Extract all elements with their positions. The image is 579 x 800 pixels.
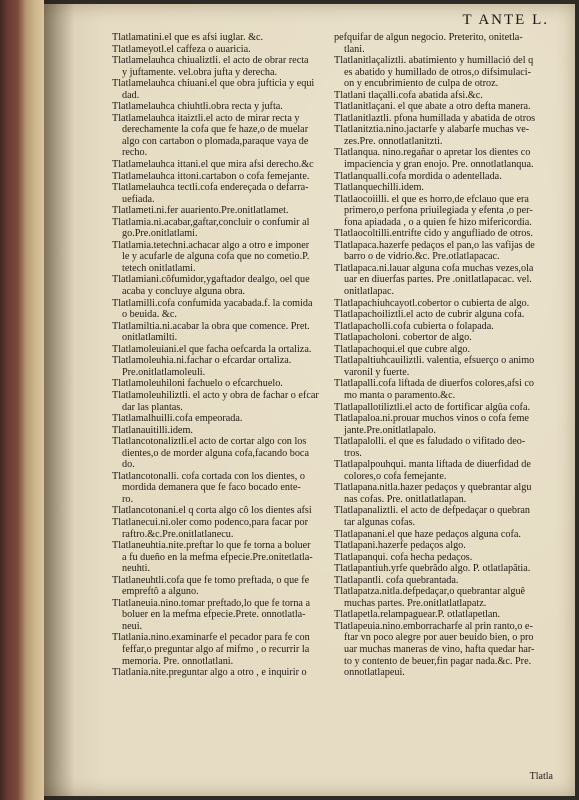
entry-line: Tlatlanecui.ni.oler como podenco,para facar por	[112, 516, 309, 528]
entry-line: Tlatlapanani.el que haze pedaços alguna cofa.	[334, 528, 521, 540]
dictionary-entry	[334, 182, 558, 194]
entry-line: y juftamente. vel.obra jufta y derecha.	[122, 66, 278, 78]
entry-line: Tlatlancotonaliztli.el acto de cortar algo con los	[112, 436, 307, 448]
entry-line: uar en diuerfas partes. Pre .onitlatlapacac. vel.	[344, 274, 532, 286]
dictionary-entry	[334, 298, 558, 310]
entry-line: fona apiadada , o a quien fe hizo mifericordia.	[344, 216, 532, 228]
entry-line: dad.	[122, 89, 140, 101]
entry-line: Tlatlamelauhca itaiztli.el acto de mirar recta y	[112, 112, 300, 124]
entry-line: Tlatlapani.hazerfe pedaços algo.	[334, 540, 466, 552]
dictionary-entry	[334, 413, 558, 436]
entry-line: algo con cartabon o plomada,paraque vaya de	[122, 135, 309, 147]
entry-line: Tlatlanitztia.nino.jactarfe y alabarfe muchas ve-	[334, 124, 530, 136]
dictionary-entry	[112, 540, 344, 575]
entry-line: Tlatlanitlaçaliztli. abatimiento y humillació del q	[334, 55, 534, 67]
entry-line: ftar vn poco alegre por auer beuido bien, o pro	[344, 632, 534, 644]
entry-line: recho.	[122, 147, 148, 159]
entry-line: Tlatlanitlaçani. el que abate a otro defta manera.	[334, 101, 531, 113]
entry-line: primero,o perfona priuilegiada y efenta ,o per-	[344, 205, 533, 217]
dictionary-entry	[334, 402, 558, 414]
entry-line: Tlatlapetla.relampaguear.P. otlatlapetlan.	[334, 609, 501, 621]
entry-line: Tlatlapantli. cofa quebrantada.	[334, 574, 459, 586]
entry-line: tros.	[344, 447, 362, 459]
entry-line: uar muchas maneras de vino, hafta quedar har-	[344, 643, 535, 655]
entry-line: Tlatlamelauhca tectli.cofa endereçada o defarra-	[112, 182, 309, 194]
entry-line: ro.	[122, 493, 134, 505]
dictionary-entry	[334, 482, 558, 505]
dictionary-entry	[112, 159, 344, 171]
entry-line: Tlatlapaltiuhcauiliztli. valentia, efsuerço o animo	[334, 355, 535, 367]
entry-line: Tlatlameti.ni.fer auariento.Pre.onitlatlamet.	[112, 205, 289, 217]
dictionary-entry	[334, 609, 558, 621]
entry-line: memoria. Pre. onnotlatlani.	[122, 655, 234, 667]
entry-line: Tlatlancotonani.el q corta algo cô los dientes afsi	[112, 505, 312, 517]
dictionary-entry	[112, 240, 344, 275]
entry-line: raftro.&c.Pre.onitlatlanecu.	[122, 528, 234, 540]
entry-line: a fu dueño en la mefma efpecie.Pre.onitetlatla-	[122, 551, 313, 563]
dictionary-entry	[112, 101, 344, 113]
entry-line: Tlatlaocoiilli. el que es horro,de efclauo que era	[334, 193, 529, 205]
dictionary-entry	[112, 171, 344, 183]
dictionary-entry	[112, 413, 344, 425]
entry-line: Tlatlapalpouhqui. manta liftada de diuerfidad de	[334, 459, 531, 471]
dictionary-entry	[112, 78, 344, 101]
dictionary-entry	[112, 55, 344, 78]
entry-line: Tlatlapatza.nitla.defpedaçar,o quebrantar alguê	[334, 586, 526, 598]
entry-line: Tlatlamia.tetechni.achacar algo a otro e imponer	[112, 239, 310, 251]
dictionary-entry	[112, 632, 344, 667]
dictionary-entry	[334, 55, 558, 90]
entry-line: Tlatlamia.ni.acabar,gaftar,concluir o confumir al	[112, 216, 310, 228]
entry-line: derechamente la cofa que fe haze,o de muelar	[122, 124, 309, 136]
dictionary-entry	[112, 321, 344, 344]
entry-line: feffar,o preguntar algo af mifmo , o recurrir la	[122, 643, 310, 655]
book-edge	[0, 0, 44, 800]
entry-line: Tlatlamiani.côfumidor,ygaftador dealgo, oel que	[112, 274, 310, 286]
entry-line: go.Pre.onitlatlami.	[122, 228, 198, 240]
entry-line: Tlatlaneuia.nino.tomar preftado,lo que fe torna a	[112, 597, 311, 609]
entry-line: tetech onitlatlami.	[122, 262, 196, 274]
entry-line: Tlatlameyotl.el caffeza o auaricia.	[112, 43, 251, 55]
dictionary-entry	[334, 378, 558, 401]
dictionary-entry	[334, 459, 558, 482]
entry-line: Tlatlanqualli.cofa mordida o adentellada.	[334, 170, 502, 182]
dictionary-entry	[334, 90, 558, 102]
entry-line: Tlatlapanqui. cofa hecha pedaços.	[334, 551, 473, 563]
entry-line: Tlatlamelauhca chiuhtli.obra recta y jufta.	[112, 101, 283, 113]
entry-line: jante.Pre.onitlatlapalo.	[344, 424, 436, 436]
dictionary-entry	[334, 563, 558, 575]
entry-line: mo manta o paramento.&c.	[344, 389, 456, 401]
entry-line: tar algunas cofas.	[344, 516, 415, 528]
entry-line: Pre.onitlatlamoleuli.	[122, 366, 206, 378]
entry-line: le y acufarle de alguna cofa que no cometio.P.	[122, 251, 310, 263]
page-edge-right	[575, 0, 579, 800]
dictionary-entry	[334, 505, 558, 528]
entry-line: Tlatlamilli.cofa confumida yacabada.f. la comida	[112, 297, 313, 309]
entry-line: Tlatlamoleuhiliztli. el acto y obra de fachar o efcar	[112, 389, 319, 401]
book-page	[44, 4, 575, 796]
dictionary-entry	[334, 228, 558, 240]
entry-line: colores,o cofa femejante.	[344, 470, 447, 482]
entry-line: dar las plantas.	[122, 401, 183, 413]
entry-line: Tlatlaocoltilli.entrifte cido y angufliado de otros.	[334, 228, 533, 240]
dictionary-entry	[112, 32, 344, 44]
entry-line: Tlatlanitlaztli. pfona humillada y abatida de otros	[334, 112, 536, 124]
entry-line: boluer en la mefma efpecie.Prete. onnotlatla-	[122, 609, 306, 621]
dictionary-entry	[112, 436, 344, 471]
dictionary-entry	[112, 505, 344, 517]
entry-line: onnotlatlapeui.	[344, 667, 405, 679]
entry-line: Tlatlapachoiliztli.el acto de cubrir alguna cofa.	[334, 309, 525, 321]
entry-line: Tlatlamelauhca ittoni.cartabon o cofa femejante.	[112, 170, 310, 182]
entry-line: Tlatlanauitilli.idem.	[112, 424, 193, 436]
entry-line: Tlatlamelauhca chiualiztli. el acto de obrar recta	[112, 55, 309, 67]
entry-line: acaba y concluye alguna obra.	[122, 286, 246, 298]
entry-line: Tlatlamelauhca chiuani.el que obra jufticia y equi	[112, 78, 315, 90]
dictionary-entry	[334, 436, 558, 459]
dictionary-entry	[334, 586, 558, 609]
entry-line: onitlatlamilti.	[122, 332, 178, 344]
entry-line: Tlatlapantiuh.yrfe quebrãdo algo. P. otlatlapãtia.	[334, 563, 531, 575]
dictionary-entry	[112, 113, 344, 159]
dictionary-entry	[334, 240, 558, 263]
entry-line: empreftô a alguno.	[122, 586, 199, 598]
entry-line: barro o de vidrio.&c. Pre.otlatlapacac.	[344, 251, 500, 263]
catchword: Tlatla	[529, 771, 553, 782]
dictionary-entry	[112, 378, 344, 390]
entry-line: Tlatlania.nino.examinarfe el pecador para fe con	[112, 632, 310, 644]
left-column	[112, 32, 344, 679]
dictionary-entry	[334, 124, 558, 147]
entry-line: Tlatlanqua. nino.regañar o apretar los dientes co	[334, 147, 531, 159]
dictionary-entry	[334, 575, 558, 587]
entry-line: Tlatlapanaliztli. el acto de defpedaçar o quebran	[334, 505, 531, 517]
entry-line: Tlatlamatini.el que es afsi iuglar. &c.	[112, 32, 264, 43]
dictionary-entry	[334, 147, 558, 170]
entry-line: tlani.	[344, 43, 365, 55]
dictionary-entry	[112, 182, 344, 205]
dictionary-entry	[334, 332, 558, 344]
dictionary-entry	[334, 194, 558, 229]
entry-line: pefquifar de algun negocio. Preterito, onitetla-	[334, 32, 523, 43]
dictionary-entry	[112, 298, 344, 321]
dictionary-entry	[334, 171, 558, 183]
entry-line: dientes,o de morder alguna cofa,facando boca	[122, 447, 309, 459]
entry-line: Tlatlamoleuiani.el que facha oefcarda la ortaliza.	[112, 343, 312, 355]
running-head: T ANTE L.	[462, 12, 549, 28]
dictionary-entry	[112, 425, 344, 437]
entry-line: neui.	[122, 620, 143, 632]
entry-line: o beuida. &c.	[122, 309, 177, 321]
entry-line: Tlatlamelauhca ittani.el que mira afsi derecho.&c	[112, 159, 314, 171]
dictionary-entry	[334, 552, 558, 564]
dictionary-entry	[112, 575, 344, 598]
dictionary-entry	[334, 309, 558, 321]
entry-line: Tlatlaneuhtia.nite.preftar lo que fe torna a boluer	[112, 540, 311, 552]
entry-line: Tlatlamalhuilli.cofa empeorada.	[112, 413, 243, 425]
entry-line: Tlatlanquechilli.idem.	[334, 182, 424, 194]
entry-line: to y contento de beuer,fin pagar nada.&c. Pre.	[344, 655, 532, 667]
dictionary-entry	[334, 113, 558, 125]
dictionary-entry	[334, 529, 558, 541]
dictionary-entry	[112, 217, 344, 240]
dictionary-entry	[112, 598, 344, 633]
entry-line: es abatido y humillado de otros,o difsimulaci-	[344, 66, 532, 78]
entry-line: Tlatlamoleuhia.ni.fachar o efcardar ortaliza.	[112, 355, 292, 367]
entry-line: mordida demanera que fe faco bocado ente-	[122, 482, 301, 494]
dictionary-entry	[112, 344, 344, 356]
page-header	[44, 10, 575, 32]
entry-line: Tlatlaneuhtli.cofa que fe tomo preftada, o que fe	[112, 574, 310, 586]
entry-line: Tlatlancotonalli. cofa cortada con los dientes, o	[112, 470, 305, 482]
entry-line: do.	[122, 459, 135, 471]
entry-line: Tlatlapachiuhcayotl.cobertor o cubierta de algo.	[334, 297, 530, 309]
entry-line: nas cofas. Pre. onitlatlatlapan.	[344, 493, 467, 505]
dictionary-entry	[334, 101, 558, 113]
dictionary-entry	[334, 621, 558, 679]
entry-line: on y encubrimiento de culpa de otroz.	[344, 78, 499, 90]
dictionary-entry	[112, 517, 344, 540]
entry-line: Tlatlapacholli.cofa cubierta o folapada.	[334, 320, 494, 332]
dictionary-entry	[112, 274, 344, 297]
dictionary-entry	[112, 667, 344, 679]
entry-line: uefiada.	[122, 193, 155, 205]
entry-line: impaciencia y gran enojo. Pre. onnotlatlanqua.	[344, 159, 534, 171]
entry-line: Tlatlania.nite.preguntar algo a otro , e inquirir o	[112, 667, 307, 679]
entry-line: Tlatlapana.nitla.hazer pedaços y quebrantar algu	[334, 482, 532, 494]
dictionary-entry	[334, 263, 558, 298]
entry-line: Tlatlamiltia.ni.acabar la obra que comence. Pret.	[112, 320, 310, 332]
dictionary-entry	[112, 390, 344, 413]
entry-line: varonil y fuerte.	[344, 366, 410, 378]
dictionary-entry	[334, 540, 558, 552]
right-column	[334, 32, 558, 679]
entry-line: Tlatlapeuia.nino.emborracharfe al prin ranto,o e-	[334, 620, 533, 632]
entry-line: zes.Pre. onnotlatlanitzti.	[344, 135, 443, 147]
entry-line: neuhti.	[122, 563, 151, 575]
entry-line: Tlatlapachoqui.el que cubre algo.	[334, 343, 471, 355]
dictionary-entry	[334, 344, 558, 356]
dictionary-entry	[112, 44, 344, 56]
dictionary-entry	[334, 321, 558, 333]
entry-line: Tlatlapallotiliztli.el acto de fortificar algûa cofa.	[334, 401, 531, 413]
dictionary-entry	[334, 355, 558, 378]
entry-line: Tlatlani tlaçalli.cofa abatida afsi.&c.	[334, 89, 483, 101]
entry-line: Tlatlapaloa.ni.prouar muchos vinos o cofa feme	[334, 413, 529, 425]
entry-line: Tlatlapalolli. el que es faludado o vifitado deo-	[334, 436, 526, 448]
entry-line: Tlatlamoleuhiloni fachuelo o efcarchuelo.	[112, 378, 283, 390]
dictionary-entry	[112, 471, 344, 506]
entry-line: Tlatlapaca.hazerfe pedaços el pan,o las vafijas de	[334, 239, 535, 251]
dictionary-entry	[112, 355, 344, 378]
entry-line: Tlatlapacholoni. cobertor de algo.	[334, 332, 472, 344]
dictionary-entry	[334, 32, 558, 55]
entry-line: Tlatlapaca.ni.lauar alguna cofa muchas vezes,ola	[334, 262, 534, 274]
entry-line: Tlatlapalli.cofa liftada de diuerfos colores,afsi co	[334, 378, 534, 390]
dictionary-entry	[112, 205, 344, 217]
entry-line: onitlatlapac.	[344, 286, 395, 298]
entry-line: muchas partes. Pre.onitlatlatlapatz.	[344, 597, 487, 609]
